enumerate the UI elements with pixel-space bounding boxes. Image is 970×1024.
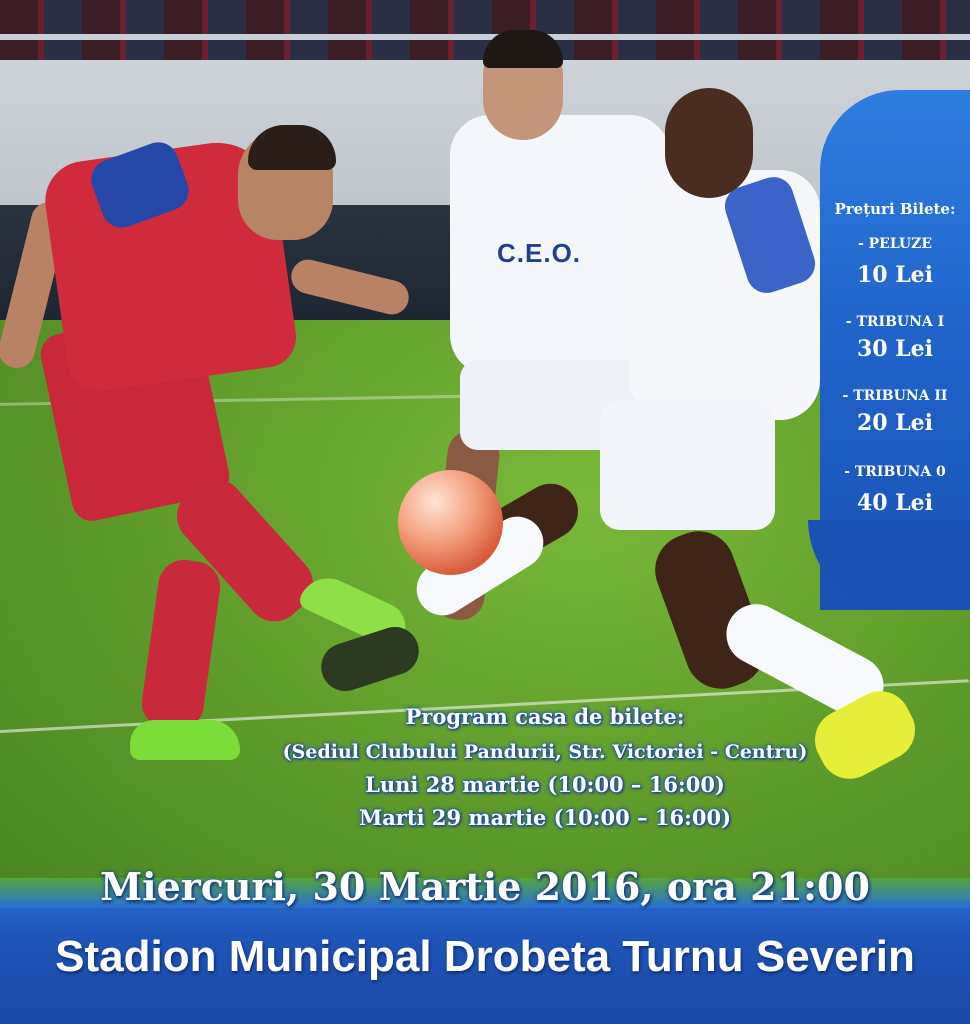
white-player-head	[665, 88, 753, 198]
price-value: 20 Lei	[856, 410, 934, 436]
price-category: - TRIBUNA II	[842, 388, 948, 404]
ticket-prices-title: Prețuri Bilete:	[834, 200, 956, 218]
event-date: Miercuri, 30 Martie 2016, ora 21:00	[100, 864, 870, 909]
box-office-day: Marti 29 martie (10:00 – 16:00)	[358, 805, 732, 830]
football-boot	[130, 720, 240, 760]
event-venue: Stadion Municipal Drobeta Turnu Severin	[55, 932, 915, 981]
price-value: 30 Lei	[856, 336, 934, 362]
box-office-title: Program casa de bilete:	[405, 704, 685, 729]
football-ball	[398, 470, 503, 575]
box-office-day: Luni 28 martie (10:00 – 16:00)	[365, 772, 725, 797]
white-player-shorts	[600, 400, 775, 530]
price-category: - TRIBUNA I	[845, 314, 945, 330]
price-category: - TRIBUNA 0	[844, 464, 946, 480]
price-value: 10 Lei	[856, 262, 934, 288]
box-office-address: (Sediul Clubului Pandurii, Str. Victoriei - Centru)	[282, 741, 808, 763]
price-value: 40 Lei	[856, 490, 934, 516]
stand-railing	[0, 34, 970, 40]
price-category: - PELUZE	[857, 236, 933, 252]
shirt-sponsor-text: C.E.O.	[497, 238, 582, 268]
